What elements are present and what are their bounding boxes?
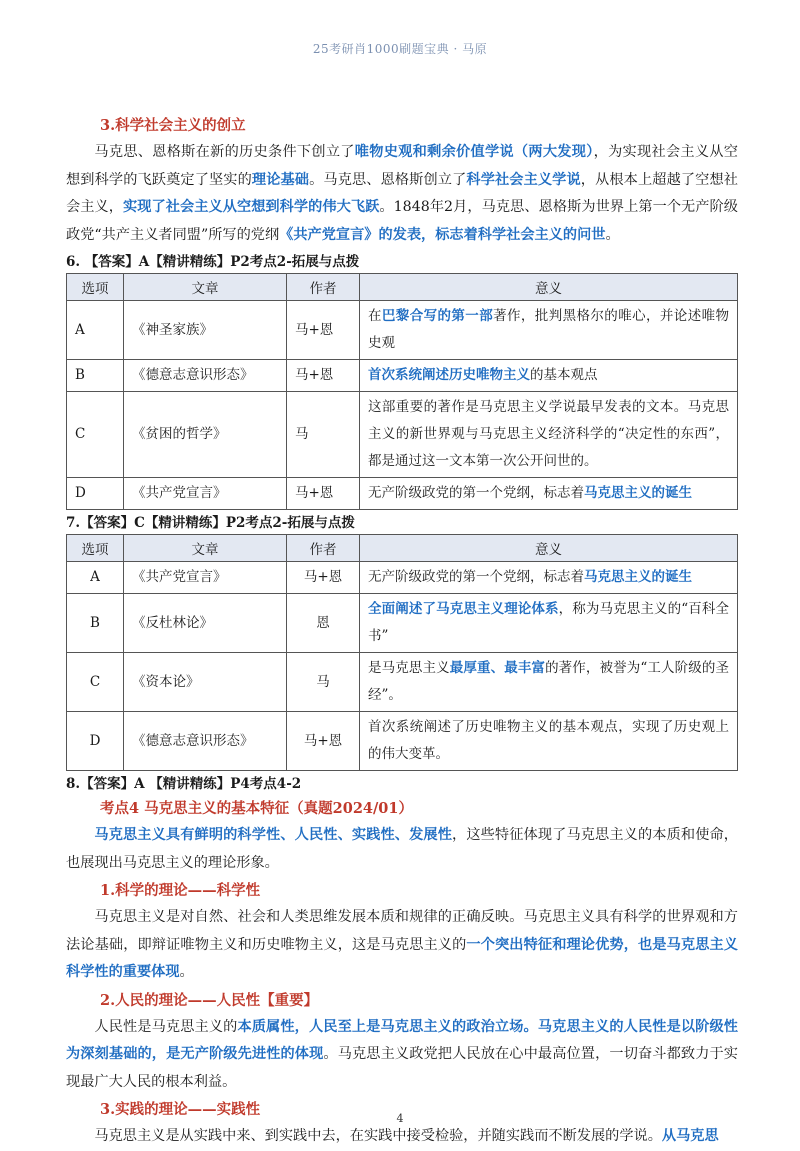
highlight: 马克思主义的诞生 (584, 485, 692, 501)
table-header-row (67, 274, 738, 301)
subsection-3-paragraph (66, 1123, 738, 1151)
text: 著作，批判黑格尔的唯心，并论述唯物史观 (368, 308, 730, 351)
text: 马克思、恩格斯在新的历史条件下创立了 (94, 144, 355, 160)
text: 这部重要的著作是马克思主义学说最早发表的文本。马克思主义的新世界观与马克思主义经济科学的“决定性的东西”，都是通过这一文本第一次公开问世的。 (368, 399, 729, 469)
col-article: 文章 (124, 274, 287, 301)
table-row (67, 392, 738, 478)
table-row (67, 478, 738, 510)
answer-line-q6: 6. 【答案】A【精讲精练】P2考点2-拓展与点拨 (66, 254, 360, 270)
highlight: 科学社会主义学说 (466, 171, 581, 188)
cell-option: B (67, 360, 124, 392)
highlight: 《共产党宣言》的发表，标志着科学社会主义的问世 (279, 226, 606, 243)
text: 。马克思、恩格斯创立了 (309, 171, 467, 188)
text: 的著作，被誉为“工人阶级的圣经”。 (368, 660, 730, 703)
cell-author: 马+恩 (287, 712, 360, 771)
cell-article: 《反杜林论》 (124, 594, 287, 653)
highlight: 马克思主义的诞生 (584, 569, 692, 585)
subsection-heading-1: 1.科学的理论——科学性 (100, 882, 261, 899)
cell-option: D (67, 478, 124, 510)
col-author: 作者 (287, 274, 360, 301)
cell-option: B (67, 594, 124, 653)
cell-article: 《共产党宣言》 (124, 562, 287, 594)
highlight: 首次系统阐述历史唯物主义 (368, 367, 530, 383)
cell-author: 马 (287, 392, 360, 478)
table-header-row (67, 535, 738, 562)
page-content (66, 112, 738, 1151)
text: 马克思主义是从实践中来、到实践中去，在实践中接受检验，并随实践而不断发展的学说。 (94, 1128, 662, 1144)
text: ，为实现社会主义从空想到科学的飞跃奠定了坚实的 (66, 144, 738, 188)
highlight: 理论基础 (251, 171, 310, 188)
text: ，称为马克思主义的“百科全书” (368, 601, 730, 644)
text: 。1848年2月，马克思、恩格斯为世界上第一个无产阶级政党“共产主义者同盟”所写的党纲 (66, 199, 738, 243)
table-row (67, 301, 738, 360)
cell-article: 《资本论》 (124, 653, 287, 712)
cell-author: 恩 (287, 594, 360, 653)
cell-significance (360, 594, 738, 653)
cell-significance (360, 562, 738, 594)
cell-article: 《贫困的哲学》 (124, 392, 287, 478)
highlight: 实现了社会主义从空想到科学的伟大飞跃 (122, 199, 380, 215)
text: 。 (605, 226, 620, 243)
text: 。 (179, 964, 194, 980)
cell-significance (360, 392, 738, 478)
cell-significance (360, 478, 738, 510)
highlight: 最厚重、最丰富 (449, 660, 546, 676)
text: ，从根本上超越了空想社会主义， (66, 171, 738, 215)
intro-paragraph (66, 822, 738, 877)
text: 无产阶级政党的第一个党纲，标志着 (368, 485, 584, 501)
cell-article: 《共产党宣言》 (124, 478, 287, 510)
cell-option: C (67, 392, 124, 478)
text: 人民性是马克思主义的 (94, 1018, 238, 1035)
cell-option: D (67, 712, 124, 771)
page-number: 4 (396, 1112, 404, 1125)
subsection-heading-3: 3.实践的理论——实践性 (100, 1101, 261, 1118)
cell-author: 马+恩 (287, 478, 360, 510)
highlight: 全面阐述了马克思主义理论体系 (368, 601, 559, 617)
page-header: 25考研肖1000刷题宝典 · 马原 (312, 42, 488, 56)
highlight: 唯物史观和剩余价值学说（两大发现） (354, 144, 594, 160)
section-3-paragraph (66, 139, 738, 249)
col-significance: 意义 (360, 274, 738, 301)
answer-line-q8: 8.【答案】A 【精讲精练】P4考点4-2 (66, 776, 302, 792)
cell-article: 《德意志意识形态》 (124, 360, 287, 392)
text: 的基本观点 (530, 367, 598, 383)
text: 无产阶级政党的第一个党纲，标志着 (368, 569, 584, 585)
highlight: 一个突出特征和理论优势，也是马克思主义科学性的重要体现 (66, 936, 738, 980)
highlight: 巴黎合写的第一部 (381, 308, 494, 324)
text: 马克思主义是对自然、社会和人类思维发展本质和规律的正确反映。马克思主义具有科学的世界观和方法论基础，即辩证唯物主义和历史唯物主义，这是马克思主义的 (66, 909, 738, 953)
highlight: 马克思主义具有鲜明的科学性、人民性、实践性、发展性 (94, 827, 453, 843)
cell-option: A (67, 562, 124, 594)
text: 。马克思主义政党把人民放在心中最高位置，一切奋斗都致力于实现最广大人民的根本利益。 (66, 1046, 738, 1090)
col-option: 选项 (67, 535, 124, 562)
cell-article: 《神圣家族》 (124, 301, 287, 360)
cell-author: 马+恩 (287, 562, 360, 594)
col-author: 作者 (287, 535, 360, 562)
col-significance: 意义 (360, 535, 738, 562)
text: ，这些特征体现了马克思主义的本质和使命，也展现出马克思主义的理论形象。 (66, 827, 738, 871)
highlight: 从马克思 (661, 1128, 719, 1144)
text: 首次系统阐述了历史唯物主义的基本观点，实现了历史观上的伟大变革。 (368, 719, 729, 762)
subsection-1-paragraph (66, 904, 738, 987)
subsection-heading-2: 2.人民的理论——人民性【重要】 (100, 991, 319, 1009)
cell-author: 马+恩 (287, 360, 360, 392)
cell-article: 《德意志意识形态》 (124, 712, 287, 771)
answer-line-q7: 7.【答案】C【精讲精练】P2考点2-拓展与点拨 (66, 515, 355, 531)
section-heading-3: 3.科学社会主义的创立 (100, 117, 246, 134)
table-row (67, 712, 738, 771)
table-row (67, 562, 738, 594)
table-row (67, 653, 738, 712)
cell-significance (360, 360, 738, 392)
cell-significance (360, 712, 738, 771)
col-option: 选项 (67, 274, 124, 301)
table-row (67, 360, 738, 392)
col-article: 文章 (124, 535, 287, 562)
cell-significance (360, 301, 738, 360)
kaodian-heading: 考点4 马克思主义的基本特征（真题2024/01） (100, 800, 413, 817)
cell-author: 马+恩 (287, 301, 360, 360)
table-row (67, 594, 738, 653)
table-q6 (66, 273, 738, 510)
cell-option: A (67, 301, 124, 360)
text: 在 (368, 308, 382, 324)
text: 是马克思主义 (368, 660, 450, 676)
cell-significance (360, 653, 738, 712)
cell-option: C (67, 653, 124, 712)
table-q7 (66, 534, 738, 771)
highlight: 本质属性，人民至上是马克思主义的政治立场。马克思主义的人民性是以阶级性为深刻基础的，是无产阶级先进性的体现 (66, 1018, 738, 1062)
cell-author: 马 (287, 653, 360, 712)
subsection-2-paragraph (66, 1014, 738, 1097)
